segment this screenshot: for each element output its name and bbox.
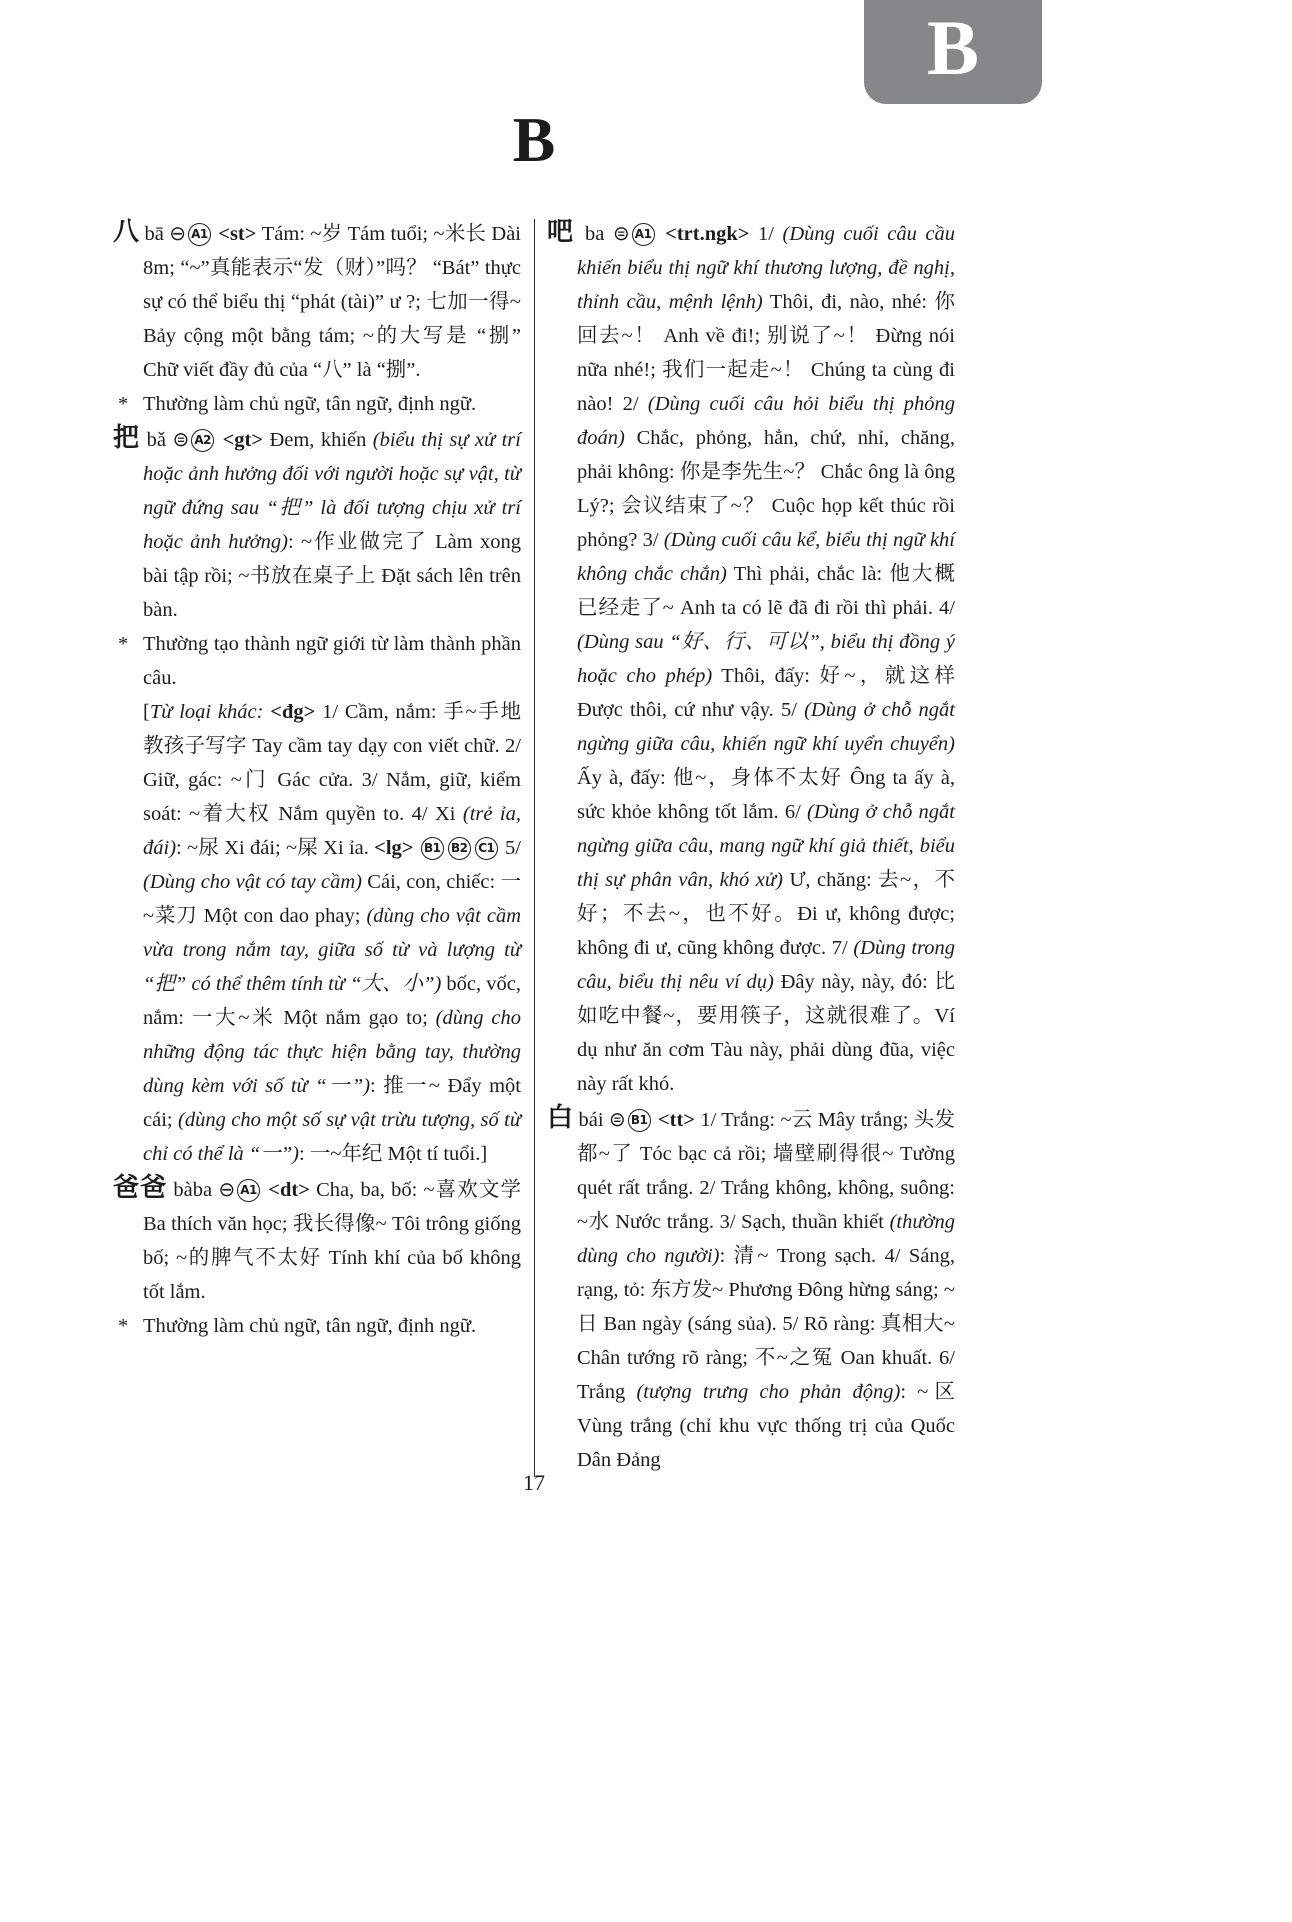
text-run: 5/ (499, 837, 521, 859)
dictionary-entry (113, 1171, 521, 1309)
pinyin: bái (573, 1109, 609, 1131)
pos-tag: <lg> (374, 837, 419, 859)
text-run: Cha, ba, bố: ~喜欢文学 Ba thích văn học; 我长得像~ Tôi trông giống bố; ~的脾气不太好 Tính khí của bố không tốt lắm. (143, 1179, 521, 1303)
page-number: 17 (523, 1470, 545, 1495)
section-tab (864, 0, 1042, 104)
section-heading: B (512, 104, 556, 175)
gloss-italic: (Dùng ở chỗ ngắt ngừng giữa câu, mang ngữ khí giả thiết, biểu thị sự phân vân, khó xử) (577, 801, 955, 891)
grammar-note (113, 387, 521, 421)
text-run: : 推一~ Đẩy một cái; (143, 1075, 521, 1131)
pos-tag: <trt.ngk> (656, 223, 758, 245)
text-run: : ~区 Vùng trắng (chỉ khu vực thống trị của Quốc Dân Đảng (577, 1381, 955, 1471)
note-marker: * (118, 393, 129, 415)
text-run: 1/ Cầm, nắm: 手~手地教孩子写字 Tay cầm tay dạy con viết chữ. 2/ Giữ, gác: ~门 Gác cửa. 3/ Nắm, giữ, kiểm soát: ~着大权 Nắm quyền to. 4/ Xi (143, 701, 522, 825)
level-badge: B1 (628, 1109, 651, 1132)
level-badge: A1 (237, 1179, 260, 1202)
gloss-italic: Từ loại khác: (149, 701, 264, 723)
frequency-level-icon: ⊖ (218, 1177, 236, 1201)
pinyin: bǎ (140, 429, 173, 451)
section-tab-letter: B (926, 4, 980, 91)
gloss-italic: (trẻ ỉa, đái) (143, 803, 521, 859)
text-run: : 一~年纪 Một tí tuổi.] (299, 1143, 488, 1165)
text-run: Cái, con, chiếc: 一~菜刀 Một con dao phay; (143, 871, 521, 927)
right-column (547, 215, 955, 1477)
text-run: Ấy à, đấy: 他~，身体不太好 Ông ta ấy à, sức khỏe không tốt lắm. 6/ (577, 767, 955, 823)
text-run: Thì phải, chắc là: 他大概已经走了~ Anh ta có lẽ đã đi rồi thì phải. 4/ (577, 563, 955, 619)
dictionary-columns (113, 215, 955, 1477)
note-marker: * (118, 633, 129, 655)
pinyin: ba (576, 223, 613, 245)
gloss-italic: (Dùng sau “好、行、可以”, biểu thị đồng ý hoặc cho phép) (577, 631, 955, 687)
text-run: : ~作业做完了 Làm xong bài tập rồi; ~书放在桌子上 Đặt sách lên trên bàn. (143, 531, 521, 621)
pos-tag: <đg> (263, 701, 323, 723)
text-run: Chắc, phỏng, hẳn, chứ, nhỉ, chăng, phải không: 你是李先生~？ Chắc ông là ông Lý?; 会议结束了~？ Cuộc họp kết thúc rồi phỏng? 3/ (577, 427, 955, 551)
gloss-italic: (Dùng cuối câu cầu khiến biểu thị ngữ khí thương lượng, đề nghị, thỉnh cầu, mệnh lệnh) (577, 223, 955, 313)
gloss-italic: (Dùng cuối câu hỏi biểu thị phỏng đoán) (577, 393, 956, 449)
gloss-italic: (dùng cho một số sự vật trừu tượng, số từ chỉ có thể là “一”) (143, 1109, 521, 1165)
gloss-italic: (Dùng cho vật có tay cầm) (143, 871, 362, 893)
grammar-note (113, 627, 521, 695)
dictionary-entry (547, 215, 955, 1101)
frequency-level-icon: ⊜ (172, 427, 190, 451)
text-run: Ư, chăng: 去~，不好；不去~，也不好。Đi ư, không được; không đi ư, cũng không được. 7/ (577, 869, 956, 959)
gloss-italic: (dùng cho những động tác thực hiện bằng tay, thường dùng kèm với số từ “一”) (143, 1007, 521, 1097)
left-column (113, 215, 521, 1477)
pos-tag: <gt> (216, 429, 270, 451)
headword: 吧 (547, 217, 577, 246)
headword: 八 (113, 217, 140, 246)
text-run: Tám: ~岁 Tám tuổi; ~米长 Dài 8m; “~”真能表示“发（财）”吗？ “Bát” thực sự có thể biểu thị “phát (tài)” ư ?; 七加一得~ Bảy cộng một bằng tám; ~的大写是 “捌” Chữ viết đầy đủ của “八” là “捌”. (143, 223, 521, 381)
frequency-level-icon: ⊖ (169, 221, 186, 245)
dictionary-entry (547, 1101, 955, 1477)
text-run: Đem, khiến (269, 429, 373, 451)
dictionary-entry (113, 215, 521, 387)
gloss-italic: (Dùng trong câu, biểu thị nêu ví dụ) (577, 937, 956, 993)
headword: 白 (547, 1103, 574, 1132)
text-run: Thôi, đi, nào, nhé: 你回去~！ Anh về đi!; 别说了~！ Đừng nói nữa nhé!; 我们一起走~！ Chúng ta cùng đi nào! 2/ (577, 291, 956, 415)
frequency-level-icon: ⊜ (612, 221, 630, 245)
level-badge: B1 (421, 837, 444, 860)
column-divider (534, 219, 535, 1477)
pinyin: bàba (167, 1179, 219, 1201)
level-badge: A2 (191, 429, 214, 452)
text-run: Thôi, đấy: 好~，就这样 Được thôi, cứ như vậy. 5/ (577, 665, 956, 721)
note-marker: * (118, 1315, 129, 1337)
note-text: Thường làm chủ ngữ, tân ngữ, định ngữ. (143, 393, 477, 415)
text-run: [ (143, 701, 150, 723)
level-badge: C1 (475, 837, 498, 860)
gloss-italic: (thường dùng cho người) (577, 1211, 955, 1267)
grammar-note (113, 1309, 521, 1343)
text-run: 1/ Trắng: ~云 Mây trắng; 头发都~了 Tóc bạc cả rồi; 墙壁刷得很~ Tường quét rất trắng. 2/ Trắng không, không, suông: ~水 Nước trắng. 3/ Sạch, thuần khiết (577, 1109, 955, 1233)
level-badge: A1 (188, 223, 211, 246)
headword: 把 (113, 423, 141, 452)
text-run: Đây này, này, đó: 比如吃中餐~，要用筷子，这就很难了。Ví dụ như ăn cơm Tàu này, phải dùng đũa, việc này rất khó. (577, 971, 955, 1095)
subentry-block (113, 695, 521, 1171)
dictionary-entry (113, 421, 521, 627)
text-run: : 清~ Trong sạch. 4/ Sáng, rạng, tỏ: 东方发~ Phương Đông hừng sáng; ~日 Ban ngày (sáng sủa). 5/ Rõ ràng: 真相大~ Chân tướng rõ ràng; 不~之冤 Oan khuất. 6/ Trắng (577, 1245, 955, 1403)
headword: 爸爸 (113, 1173, 168, 1202)
pos-tag: <st> (212, 223, 262, 245)
text-run: bốc, vốc, nắm: 一大~米 Một nắm gạo to; (143, 973, 521, 1029)
level-badge: B2 (448, 837, 471, 860)
gloss-italic: (Dùng cuối câu kể, biểu thị ngữ khí không chắc chắn) (577, 529, 955, 585)
text-run: 1/ (758, 223, 783, 245)
pos-tag: <tt> (652, 1109, 701, 1131)
text-run: : ~尿 Xi đái; ~屎 Xi ỉa. (176, 837, 375, 859)
gloss-italic: (Dùng ở chỗ ngắt ngừng giữa câu, khiến ngữ khí uyển chuyển) (577, 699, 955, 755)
frequency-level-icon: ⊜ (608, 1107, 626, 1131)
gloss-italic: (tượng trưng cho phản động) (636, 1381, 901, 1403)
gloss-italic: (dùng cho vật cầm vừa trong nắm tay, giữa số từ và lượng từ “把” có thể thêm tính từ “大、小”) (143, 905, 522, 995)
level-badge: A1 (632, 223, 655, 246)
gloss-italic: (biểu thị sự xử trí hoặc ảnh hưởng đối với người hoặc sự vật, từ ngữ đứng sau “把” là đối tượng chịu xử trí hoặc ảnh hưởng) (143, 429, 521, 553)
pos-tag: <dt> (262, 1179, 317, 1201)
note-text: Thường làm chủ ngữ, tân ngữ, định ngữ. (143, 1315, 477, 1337)
note-text: Thường tạo thành ngữ giới từ làm thành phần câu. (143, 633, 521, 689)
pinyin: bā (139, 223, 170, 245)
